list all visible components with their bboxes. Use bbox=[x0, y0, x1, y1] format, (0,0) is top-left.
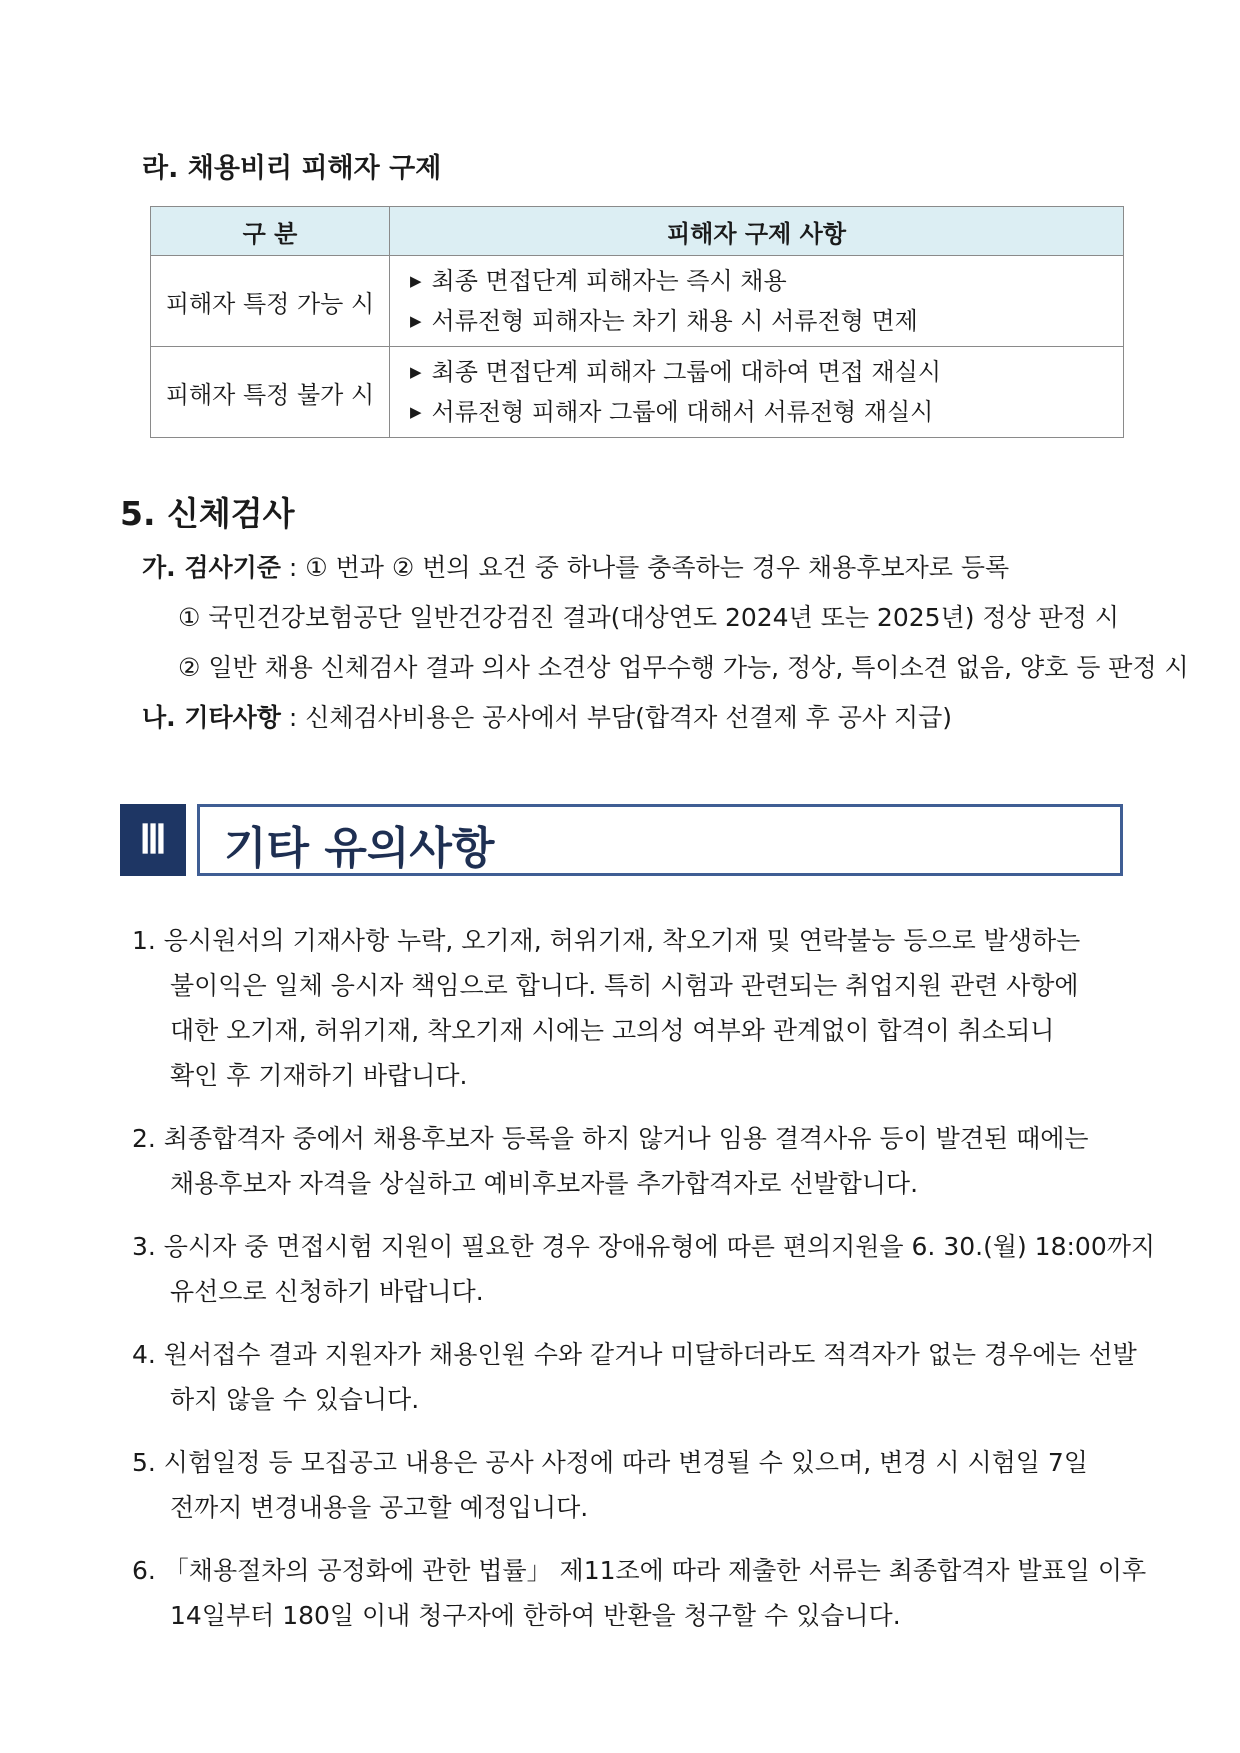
list-item-text: 서류전형 피해자는 차기 채용 시 서류전형 면제 bbox=[431, 307, 918, 335]
victim-remedy-table bbox=[150, 206, 1124, 438]
note-item bbox=[132, 1332, 1137, 1422]
note-line: 14일부터 180일 이내 청구자에 한하여 반환을 청구할 수 있습니다. bbox=[170, 1601, 901, 1630]
note-line: 전까지 변경내용을 공고할 예정입니다. bbox=[170, 1493, 589, 1522]
note-line: 6. 「채용절차의 공정화에 관한 법률」 제11조에 따라 제출한 서류는 최종합격자 발표일 이후 bbox=[132, 1556, 1147, 1585]
note-item bbox=[132, 1116, 1128, 1206]
triangle-bullet-icon: ▶ bbox=[410, 272, 422, 290]
exam-criteria-text: : ① 번과 ② 번의 요건 중 하나를 충족하는 경우 채용후보자로 등록 bbox=[280, 553, 1010, 582]
exam-criteria-label: 가. 검사기준 bbox=[142, 553, 281, 582]
note-line: 3. 응시자 중 면접시험 지원이 필요한 경우 장애유형에 따른 편의지원을 6. 30.(월) 18:00까지 bbox=[132, 1232, 1156, 1261]
section-heading-physical-exam: 5. 신체검사 bbox=[120, 494, 295, 533]
table-cell-items bbox=[390, 256, 1124, 347]
table-cell-category: 피해자 특정 불가 시 bbox=[151, 347, 390, 438]
criteria-item-1: ① 국민건강보험공단 일반건강검진 결과(대상연도 2024년 또는 2025년) 정상 판정 시 bbox=[178, 603, 1120, 632]
note-line: 1. 응시원서의 기재사항 누락, 오기재, 허위기재, 착오기재 및 연락불능 등으로 발생하는 bbox=[132, 926, 1081, 955]
list-item bbox=[410, 352, 1123, 392]
section-number-badge: Ⅲ bbox=[120, 804, 186, 876]
subsection-heading-ra: 라. 채용비리 피해자 구제 bbox=[142, 153, 442, 184]
list-item bbox=[410, 301, 1123, 341]
note-item bbox=[132, 1440, 1128, 1530]
table-header-row bbox=[151, 207, 1124, 256]
table-header-remedy: 피해자 구제 사항 bbox=[390, 207, 1124, 256]
list-item bbox=[410, 392, 1123, 432]
list-item-text: 최종 면접단계 피해자 그룹에 대하여 면접 재실시 bbox=[431, 358, 941, 386]
note-item bbox=[132, 918, 1128, 1098]
note-line: 하지 않을 수 있습니다. bbox=[170, 1385, 420, 1414]
notes-list bbox=[132, 918, 1156, 1656]
triangle-bullet-icon: ▶ bbox=[410, 403, 422, 421]
table-cell-items bbox=[390, 347, 1124, 438]
triangle-bullet-icon: ▶ bbox=[410, 312, 422, 330]
exam-criteria-line bbox=[142, 548, 1009, 584]
other-matters-text: : 신체검사비용은 공사에서 부담(합격자 선결제 후 공사 지급) bbox=[280, 703, 953, 732]
other-matters-label: 나. 기타사항 bbox=[142, 703, 281, 732]
table-row bbox=[151, 347, 1124, 438]
list-item bbox=[410, 261, 1123, 301]
note-item bbox=[132, 1548, 1147, 1638]
list-item-text: 서류전형 피해자 그룹에 대해서 서류전형 재실시 bbox=[431, 398, 934, 426]
note-line: 2. 최종합격자 중에서 채용후보자 등록을 하지 않거나 임용 결격사유 등이 발견된 때에는 bbox=[132, 1124, 1089, 1153]
note-line: 불이익은 일체 응시자 책임으로 합니다. 특히 시험과 관련되는 취업지원 관련 사항에 bbox=[170, 971, 1079, 1000]
note-line: 유선으로 신청하기 바랍니다. bbox=[170, 1277, 484, 1306]
note-line: 채용후보자 자격을 상실하고 예비후보자를 추가합격자로 선발합니다. bbox=[170, 1169, 919, 1198]
note-line: 대한 오기재, 허위기재, 착오기재 시에는 고의성 여부와 관계없이 합격이 취소되니 bbox=[170, 1016, 1055, 1045]
section-title: 기타 유의사항 bbox=[224, 823, 495, 874]
table-cell-category: 피해자 특정 가능 시 bbox=[151, 256, 390, 347]
criteria-item-2: ② 일반 채용 신체검사 결과 의사 소견상 업무수행 가능, 정상, 특이소견 없음, 양호 등 판정 시 bbox=[178, 653, 1189, 682]
table-header-category: 구 분 bbox=[151, 207, 390, 256]
list-item-text: 최종 면접단계 피해자는 즉시 채용 bbox=[431, 267, 787, 295]
other-matters-line bbox=[142, 698, 952, 734]
note-line: 5. 시험일정 등 모집공고 내용은 공사 사정에 따라 변경될 수 있으며, 변경 시 시험일 7일 bbox=[132, 1448, 1088, 1477]
triangle-bullet-icon: ▶ bbox=[410, 363, 422, 381]
note-item bbox=[132, 1224, 1156, 1314]
note-line: 4. 원서접수 결과 지원자가 채용인원 수와 같거나 미달하더라도 적격자가 없는 경우에는 선발 bbox=[132, 1340, 1137, 1369]
note-line: 확인 후 기재하기 바랍니다. bbox=[170, 1061, 468, 1090]
table-row bbox=[151, 256, 1124, 347]
